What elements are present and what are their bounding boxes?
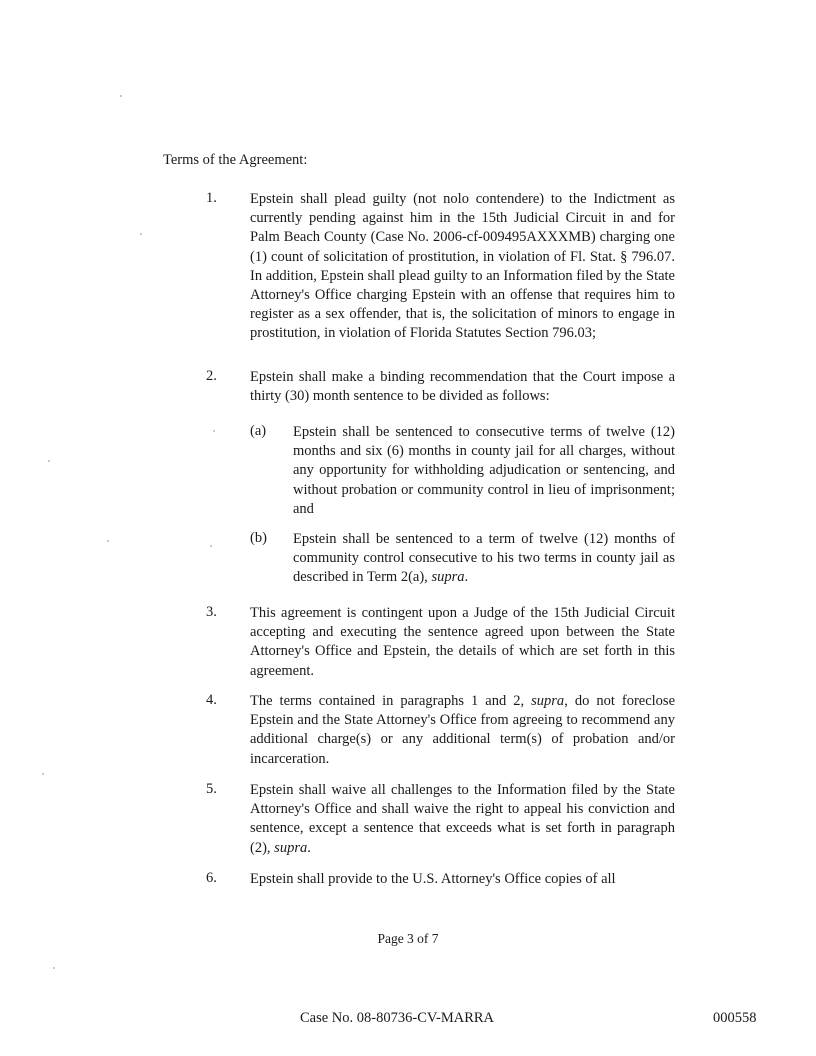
- subterm-b-supra: supra: [431, 569, 465, 586]
- subterm-a-text: Epstein shall be sentenced to consecutive terms of twelve (12) months and six (6) months in county jail for all charges, without any opportunity for withholding adjudication or sentencing, and without probation or community control in lieu of imprisonment; and: [293, 424, 675, 517]
- scan-speck: [107, 540, 109, 542]
- term-4-supra: supra: [531, 693, 565, 709]
- scan-speck: [42, 773, 44, 775]
- term-1-text: Epstein shall plead guilty (not nolo contendere) to the Indictment as currently pending against him in the 15th Judicial Circuit in and for Palm Beach County (Case No. 2006-cf-009495AXXXMB) charging one (1) count of solicitation of prostitution, in violation of Fl. Stat. § 796.07. In addition, Epstein shall plead guilty to an Information filed by the State Attorney's Office charging Epstein with an offense that requires him to register as a sex offender, that is, the solicitation of minors to engage in prostitution, in violation of Florida Statutes Section 796.03;: [250, 191, 675, 342]
- page-number: Page 3 of 7: [377, 931, 439, 946]
- scan-speck: [210, 545, 212, 547]
- scan-speck: [213, 430, 215, 432]
- subterm-b-text-end: .: [464, 569, 469, 586]
- subterm-a-label: (a): [250, 423, 267, 439]
- subterm-b-text-main: Epstein shall be sentenced to a term of twelve (12) months of community control consecutive to his two terms in county jail as described in Term 2(a),: [293, 531, 675, 586]
- term-2-number: 2.: [206, 368, 217, 384]
- term-4-text-main: The terms contained in paragraphs 1 and 2,: [250, 693, 532, 709]
- subterm-b-text: [293, 530, 675, 588]
- scan-speck: [120, 95, 122, 97]
- term-6-text: Epstein shall provide to the U.S. Attorney's Office copies of all: [250, 871, 616, 887]
- term-5-supra: supra: [274, 839, 308, 856]
- term-4-text: [250, 692, 675, 769]
- term-2-text: Epstein shall make a binding recommendation that the Court impose a thirty (30) month sentence to be divided as follows:: [250, 369, 675, 405]
- case-number: Case No. 08-80736-CV-MARRA: [300, 1010, 495, 1026]
- term-5-text-end: .: [307, 839, 311, 856]
- scan-speck: [48, 460, 50, 462]
- scan-speck: [140, 233, 142, 235]
- term-5-number: 5.: [206, 781, 217, 797]
- term-1-number: 1.: [206, 190, 217, 206]
- term-5-text: [250, 781, 675, 858]
- term-3-number: 3.: [206, 604, 217, 620]
- term-4-text-end: , do not foreclose Epstein and the State Attorney's Office from agreeing to recommend any additional charge(s) or any additional term(s) of probation and/or incarceration.: [250, 693, 675, 767]
- term-3-text: This agreement is contingent upon a Judge of the 15th Judicial Circuit accepting and executing the sentence agreed upon between the State Attorney's Office and Epstein, the details of which are set forth in this agreement.: [250, 605, 675, 679]
- term-6-number: 6.: [206, 870, 217, 886]
- section-heading: Terms of the Agreement:: [163, 152, 308, 168]
- term-4-number: 4.: [206, 692, 217, 708]
- bates-number: 000558: [713, 1010, 757, 1026]
- subterm-b-label: (b): [250, 530, 267, 546]
- term-5-text-main: Epstein shall waive all challenges to the Information filed by the State Attorney's Office and shall waive the right to appeal his conviction and sentence, except a sentence that exceeds what is set forth in paragraph (2),: [250, 782, 675, 856]
- scan-speck: [53, 967, 55, 969]
